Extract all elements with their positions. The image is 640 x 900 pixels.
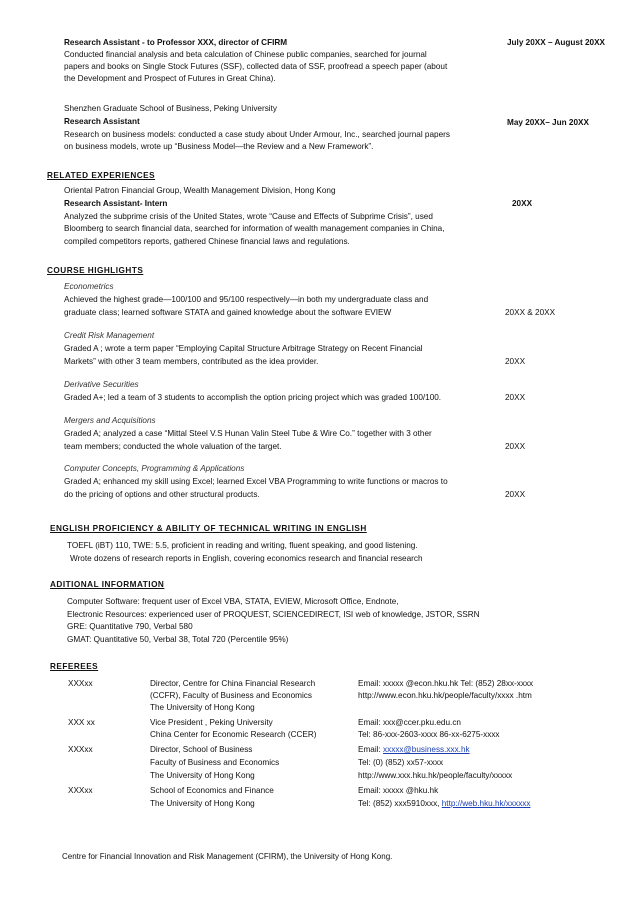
additional-line: Electronic Resources: experienced user of PROQUEST, SCIENCEDIRECT, ISI web of knowledge, JSTOR, SSRN — [67, 610, 480, 619]
course-name: Computer Concepts, Programming & Applications — [64, 464, 245, 473]
courses-heading: COURSE HIGHLIGHTS — [47, 266, 144, 275]
course-line: graduate class; learned software STATA and gained knowledge about the software EVIEW — [64, 308, 392, 317]
job2-line: on business models, wrote up “Business Model—the Review and a New Framework”. — [64, 142, 374, 151]
course-line: Graded A; analyzed a case “Mittal Steel V.S Hunan Valin Steel Tube & Wire Co.” together with 3 other — [64, 429, 432, 438]
course-date: 20XX — [505, 393, 526, 402]
referee-contact: Tel: (0) (852) xx57-xxxx — [358, 758, 444, 767]
referee-tel-label: Tel: (852) xxx5910xxx, — [358, 799, 442, 808]
job1-date: July 20XX – August 20XX — [507, 38, 605, 47]
job1-line: Conducted financial analysis and beta calculation of Chinese public companies, searched for journal — [64, 50, 427, 59]
job1-title: Research Assistant - to Professor XXX, director of CFIRM — [64, 38, 288, 47]
course-line: Graded A+; led a team of 3 students to accomplish the option pricing project which was graded 100/100. — [64, 393, 442, 402]
referee-contact: Email: xxxxx @econ.hku.hk Tel: (852) 28xx-xxxx — [358, 679, 534, 688]
course-line: do the pricing of options and other structural products. — [64, 490, 260, 499]
related-line: compiled competitors reports, gathered Chinese financial laws and regulations. — [64, 237, 350, 246]
referee-contact: Email: xxx@ccer.pku.edu.cn — [358, 718, 461, 727]
referee-pos: (CCFR), Faculty of Business and Economics — [150, 691, 312, 700]
referee-tel-row — [358, 798, 530, 810]
referee-contact: Tel: 86-xxx-2603-xxxx 86-xx-6275-xxxx — [358, 730, 500, 739]
job2-title: Research Assistant — [64, 117, 140, 126]
course-date: 20XX — [505, 357, 526, 366]
referee-pos: Vice President , Peking University — [150, 718, 273, 727]
related-line: Bloomberg to search financial data, searched for information of wealth management companies in China, — [64, 224, 445, 233]
related-heading: RELATED EXPERIENCES — [47, 171, 156, 180]
referee-pos: The University of Hong Kong — [150, 771, 255, 780]
referee-name: XXXxx — [68, 745, 93, 754]
referee-pos: The University of Hong Kong — [150, 799, 255, 808]
job2-org: Shenzhen Graduate School of Business, Peking University — [64, 104, 277, 113]
referee-email-row — [358, 744, 470, 756]
referee-contact: Email: xxxxx @hku.hk — [358, 786, 439, 795]
related-date: 20XX — [512, 199, 533, 208]
course-name: Derivative Securities — [64, 380, 139, 389]
course-date: 20XX & 20XX — [505, 308, 556, 317]
footer-note: Centre for Financial Innovation and Risk Management (CFIRM), the University of Hong Kong. — [62, 852, 393, 861]
course-line: Achieved the highest grade—100/100 and 95/100 respectively—in both my undergraduate class and — [64, 295, 429, 304]
course-date: 20XX — [505, 490, 526, 499]
english-line: TOEFL (iBT) 110, TWE: 5.5, proficient in reading and writing, fluent speaking, and good listening. — [67, 541, 418, 550]
course-name: Credit Risk Management — [64, 331, 155, 340]
course-date: 20XX — [505, 442, 526, 451]
additional-line: GMAT: Quantitative 50, Verbal 38, Total 720 (Percentile 95%) — [67, 635, 289, 644]
referee-pos: China Center for Economic Research (CCER) — [150, 730, 317, 739]
job1-line: papers and books on Single Stock Futures (SSF), collected data of SSF, proofread a speech paper (about — [64, 62, 448, 71]
job2-date: May 20XX– Jun 20XX — [507, 118, 589, 127]
additional-line: GRE: Quantitative 790, Verbal 580 — [67, 622, 193, 631]
referee-contact: http://www.econ.hku.hk/people/faculty/xxxx .htm — [358, 691, 532, 700]
referee-name: XXX xx — [68, 718, 95, 727]
job2-line: Research on business models: conducted a case study about Under Armour, Inc., searched journal papers — [64, 130, 450, 139]
referee-pos: School of Economics and Finance — [150, 786, 274, 795]
course-name: Econometrics — [64, 282, 114, 291]
referee-web-link[interactable]: http://web.hku.hk/xxxxxx — [441, 799, 531, 808]
referee-pos: Director, School of Business — [150, 745, 253, 754]
related-org: Oriental Patron Financial Group, Wealth Management Division, Hong Kong — [64, 186, 336, 195]
referee-name: XXXxx — [68, 786, 93, 795]
course-line: Markets” with other 3 team members, contributed as the idea provider. — [64, 357, 319, 366]
referee-name: XXXxx — [68, 679, 93, 688]
additional-heading: ADITIONAL INFORMATION — [50, 580, 165, 589]
referee-email-label: Email: — [358, 745, 384, 754]
english-heading: ENGLISH PROFICIENCY & ABILITY OF TECHNICAL WRITING IN ENGLISH — [50, 524, 367, 533]
related-title: Research Assistant- Intern — [64, 199, 168, 208]
related-line: Analyzed the subprime crisis of the United States, wrote “Cause and Effects of Subprime Crisis”, used — [64, 212, 433, 221]
referees-heading: REFEREES — [50, 662, 99, 671]
referee-email-link[interactable]: xxxxx@business.xxx.hk — [383, 745, 470, 754]
referee-contact: http://www.xxx.hku.hk/people/faculty/xxxxx — [358, 771, 513, 780]
job1-line: the Development and Prospect of Futures in Great China). — [64, 74, 276, 83]
course-name: Mergers and Acquisitions — [64, 416, 156, 425]
referee-pos: Director, Centre for China Financial Research — [150, 679, 316, 688]
course-line: Graded A; enhanced my skill using Excel; learned Excel VBA Programming to write functions or macros to — [64, 477, 448, 486]
course-line: team members; conducted the whole valuation of the target. — [64, 442, 282, 451]
english-line: Wrote dozens of research reports in English, covering economics research and financial research — [70, 554, 423, 563]
referee-pos: Faculty of Business and Economics — [150, 758, 280, 767]
course-line: Graded A ; wrote a term paper “Employing Capital Structure Arbitrage Strategy on Recent Financial — [64, 344, 423, 353]
referee-pos: The University of Hong Kong — [150, 703, 255, 712]
additional-line: Computer Software: frequent user of Excel VBA, STATA, EVIEW, Microsoft Office, Endnote, — [67, 597, 399, 606]
